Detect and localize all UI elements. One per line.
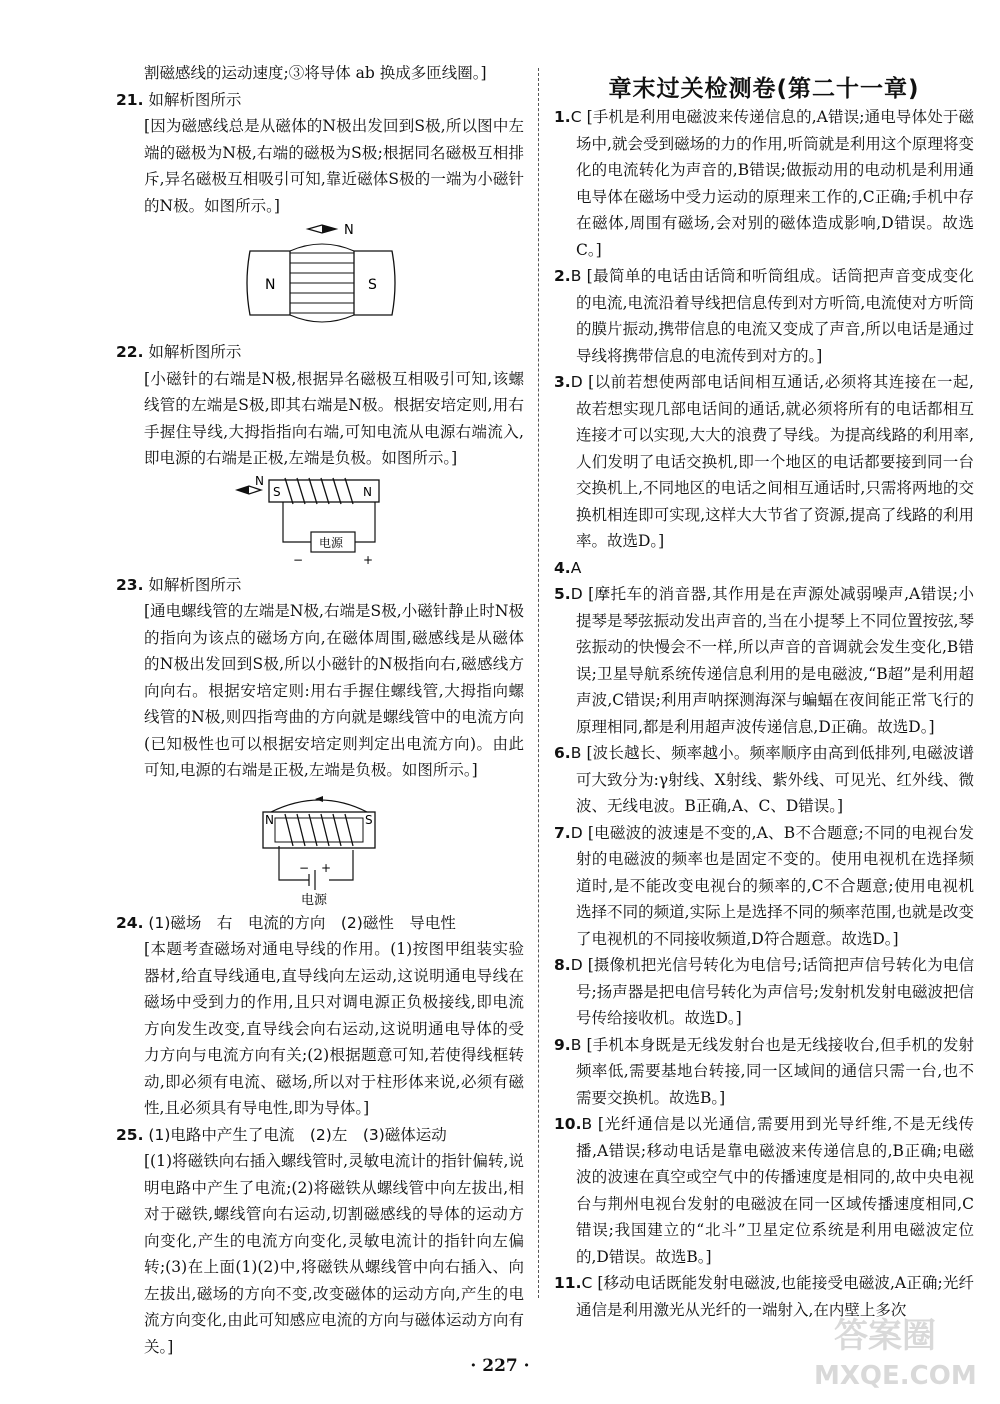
answer-explanation: [摄像机把光信号转化为电信号;话筒把声信号转化为电信号;扬声器是把电信号转化为声信号;发射机发射电磁波把信号传给接收机。故选D。] — [576, 956, 974, 1027]
answer-explanation: [光纤通信是以光通信,需要用到光导纤维,不是无线传播,A错误;移动电话是靠电磁波来传递信息的,B正确;电磁波的波速在真空或空气中的传播速度是相同的,故中央电视台与荆州电视台发射的电磁波在同一区域传播速度相同,C错误;我国建立的“北斗”卫星定位系统是利用电磁波定位的,D错误。故选B。] — [576, 1115, 974, 1266]
magnet-left-pole: N — [265, 277, 276, 293]
answer-choice: C — [570, 108, 582, 126]
answer-choice: B — [570, 267, 582, 285]
answer-choice: C — [581, 1274, 593, 1292]
solenoid-diagram — [235, 476, 405, 568]
watermark-bottom: MXQE.COM — [814, 1361, 977, 1391]
answer-head: (1)磁场 右 电流的方向 (2)磁性 导电性 — [148, 913, 456, 932]
answer-number: 3. — [554, 373, 571, 391]
answer-head: 如解析图所示 — [148, 343, 242, 361]
answer-24 — [116, 910, 524, 1122]
explanation: [小磁针的右端是N极,根据异名磁极互相吸引可知,该螺线管的左端是S极,即其右端是N极。根据安培定则,用右手握住导线,大拇指指向右端,可知电流从电源右端流入,即电源的右端是正极,左端是负极。如图所示。] — [144, 369, 524, 467]
section-title: 章末过关检测卷(第二十一章) — [608, 76, 920, 102]
answer-explanation: [电磁波的波速是不变的,A、B不合题意;不同的电视台发射的电磁波的频率也是固定不变的。使用电视机在选择频道时,是不能改变电视台的频率的,C不合题意;使用电视机选择不同的频道,实际上是选择不同的频率范围,也就是改变了电视机的不同接收频道,D符合题意。故选D。] — [576, 823, 974, 948]
needle-n-label: N — [255, 475, 264, 488]
answer-number: 5. — [554, 585, 571, 603]
answer-list — [554, 104, 974, 1323]
answer-explanation: [最简单的电话由话筒和听筒组成。话筒把声音变成变化的电流,电流沿着导线把信息传到对方听筒,电流使对方听筒的膜片振动,携带信息的电流又变成了声音,所以电话是通过导线将携带信息的电流传到对方的。] — [576, 267, 974, 365]
answer-explanation: [移动电话既能发射电磁波,也能接受电磁波,A正确;光纤通信是利用激光从光纤的一端射入,在内壁上多次 — [576, 1274, 974, 1319]
answer-item — [554, 1111, 974, 1270]
power-source-label: 电源 — [319, 535, 344, 550]
answer-number: 10. — [554, 1115, 582, 1133]
intro-text: 割磁感线的运动速度;③将导体 ab 换成多匝线圈。] — [144, 64, 487, 82]
answer-item — [554, 104, 974, 263]
answer-number: 1. — [554, 108, 571, 126]
answer-choice: B — [570, 1035, 582, 1054]
answer-23 — [116, 572, 524, 906]
answer-item — [554, 1032, 974, 1112]
answer-choice: B — [570, 744, 582, 762]
question-number: 23. — [116, 575, 144, 594]
right-column — [554, 104, 974, 1323]
answer-explanation: [摩托车的消音器,其作用是在声源处减弱噪声,A错误;小提琴是琴弦振动发出声音的,当在小提琴上不同位置按弦,琴弦振动的快慢会不一样,所以声音的音调就会发生变化,B错误;卫星导航系统传递信息利用的是电磁波,“B超”是利用超声波,C错误;利用声呐探测海深与蝙蝠在夜间能正常飞行的原理相同,都是利用超声波传递信息,D正确。故选D。] — [576, 585, 974, 736]
answer-22 — [116, 339, 524, 568]
power-source-label: 电源 — [301, 892, 328, 906]
explanation: [因为磁感线总是从磁体的N极出发回到S极,所以图中左端的磁极为N极,右端的磁极为S极;根据同名磁极互相排斥,异名磁极互相吸引可知,靠近磁体S极的一端为小磁针的N极。如图所示。] — [144, 117, 524, 215]
answer-head: (1)电路中产生了电流 (2)左 (3)磁体运动 — [148, 1125, 447, 1144]
page-number: · 227 · — [470, 1356, 530, 1376]
answer-explanation: [以前若想使两部电话间相互通话,必须将其连接在一起,故若想实现几部电话间的通话,就必须将所有的电话都相互连接才可以实现,大大的浪费了导线。为提高线路的利用率,人们发明了电话交换机,即一个地区的电话都要接到同一台交换机上,不同地区的电话之间相互通话时,只需将两地的交换机相连即可实现,这样大大节省了资源,提高了线路的利用率。故选D。] — [576, 373, 974, 550]
answer-explanation: [手机是利用电磁波来传递信息的,A错误;通电导体处于磁场中,就会受到磁场的力的作用,听筒就是利用这个原理将变化的电流转化为声音的,B错误;做振动用的电动机是利用通电导体在磁场中受力运动的原理来工作的,C正确;手机中存在磁体,周围有磁场,会对别的磁体造成影响,D错误。故选C。] — [576, 108, 974, 259]
left-pole-label: N — [265, 812, 274, 827]
watermark-top: 答案圈 — [834, 1316, 936, 1356]
right-pole-label: S — [365, 812, 373, 827]
explanation: [通电螺线管的左端是N极,右端是S极,小磁针静止时N极的指向为该点的磁场方向,在磁体周围,磁感线是从磁体的N极出发回到S极,所以小磁针的N极指向右,磁感线方向向右。根据安培定则:用右手握住螺线管,大拇指向螺线管的N极,则四指弯曲的方向就是螺线管中的电流方向(已知极性也可以根据安培定则判定出电流方向)。由此可知,电源的右端是正极,左端是负极。如图所示。] — [144, 602, 524, 779]
question-number: 25. — [116, 1125, 144, 1144]
answer-explanation: [手机本身既是无线发射台也是无线接收台,但手机的发射频率低,需要基地台转接,同一区域间的通信只需一台,也不需要交换机。故选B。] — [576, 1035, 974, 1107]
answer-choice: D — [570, 585, 583, 603]
compass-n-label: N — [344, 223, 354, 238]
answer-choice: D — [570, 823, 583, 842]
answer-item — [554, 369, 974, 555]
solenoid-right-pole: N — [363, 484, 372, 499]
answer-number: 9. — [554, 1035, 571, 1054]
answer-item — [554, 555, 974, 582]
question-number: 21. — [116, 90, 144, 109]
electromagnet-diagram — [255, 788, 385, 906]
magnet-field-diagram — [240, 223, 400, 335]
answer-item — [554, 952, 974, 1032]
answer-choice: B — [581, 1115, 593, 1133]
answer-head: 如解析图所示 — [148, 90, 242, 109]
left-column — [116, 60, 524, 1360]
explanation: [本题考查磁场对通电导线的作用。(1)按图甲组装实验器材,给直导线通电,直导线向左运动,这说明通电导线在磁场中受到力的作用,且只对调电源正负极接线,即电流方向发生改变,直导线会向右运动,这说明通电导体的受力方向与电流方向有关;(2)根据题意可知,若使得线框转动,即必须有电流、磁场,所以对于柱形体来说,必须有磁性,且必须具有导电性,即为导体。] — [144, 940, 524, 1117]
answer-25 — [116, 1122, 524, 1361]
answer-number: 11. — [554, 1274, 582, 1292]
explanation: [(1)将磁铁向右插入螺线管时,灵敏电流计的指针偏转,说明电路中产生了电流;(2)将磁铁从螺线管中向左拔出,相对于磁铁,螺线管向右运动,切割磁感线的导体的运动方向变化,产生的电流方向变化,灵敏电流计的指针向左偏转;(3)在上面(1)(2)中,将磁铁从螺线管中向右插入、向左拔出,磁场的方向不变,改变磁体的运动方向,产生的电流方向变化,由此可知感应电流的方向与磁体运动方向有关。] — [144, 1152, 524, 1356]
column-divider — [538, 68, 539, 1298]
answer-number: 4. — [554, 558, 571, 577]
answer-choice: D — [570, 373, 583, 391]
negative-terminal: − — [299, 860, 310, 875]
positive-terminal: + — [363, 552, 374, 567]
answer-number: 2. — [554, 267, 571, 285]
answer-item — [554, 263, 974, 369]
magnet-right-pole: S — [368, 277, 377, 293]
answer-number: 7. — [554, 823, 571, 842]
positive-terminal: + — [321, 860, 332, 875]
answer-number: 6. — [554, 744, 571, 762]
question-number: 24. — [116, 913, 144, 932]
answer-item — [554, 740, 974, 820]
answer-item — [554, 820, 974, 953]
answer-number: 8. — [554, 956, 571, 974]
negative-terminal: − — [293, 552, 304, 567]
solenoid-left-pole: S — [273, 484, 281, 499]
answer-head: 如解析图所示 — [148, 575, 242, 594]
answer-item — [554, 581, 974, 740]
answer-21 — [116, 87, 524, 336]
answer-choice: D — [570, 956, 583, 974]
question-number: 22. — [116, 343, 144, 361]
answer-choice: A — [570, 558, 582, 577]
watermark-logo — [794, 1302, 984, 1392]
answer-explanation: [波长越长、频率越小。频率顺序由高到低排列,电磁波谱可大致分为:γ射线、X射线、紫外线、可见光、红外线、微波、无线电波。B正确,A、C、D错误。] — [576, 744, 974, 815]
